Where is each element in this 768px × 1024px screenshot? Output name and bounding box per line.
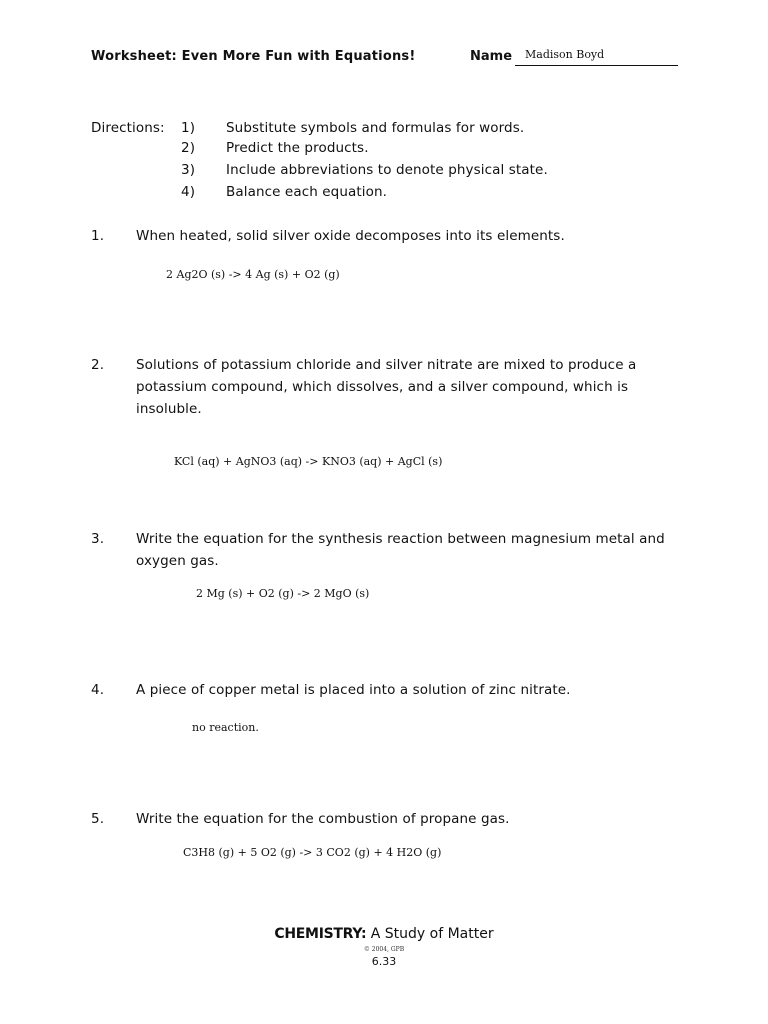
- question-text-1: When heated, solid silver oxide decomposes into its elements.: [136, 228, 565, 244]
- direction-text-2: Predict the products.: [226, 140, 369, 156]
- name-label: Name: [470, 49, 513, 64]
- question-text-4: A piece of copper metal is placed into a solution of zinc nitrate.: [136, 682, 571, 698]
- direction-num-1: 1): [181, 120, 196, 136]
- worksheet-title: Worksheet: Even More Fun with Equations!: [91, 49, 416, 64]
- question-number-1: 1.: [91, 228, 105, 244]
- page-number: 6.33: [371, 955, 397, 968]
- question-text-3: Write the equation for the synthesis reaction between magnesium metal and oxygen gas.: [136, 531, 665, 569]
- footer-copyright: © 2004, GPB: [363, 946, 405, 953]
- answer-1: 2 Ag2O (s) -> 4 Ag (s) + O2 (g): [166, 268, 340, 281]
- direction-num-2: 2): [181, 140, 196, 156]
- footer-brand: [0, 926, 768, 942]
- direction-text-4: Balance each equation.: [226, 184, 388, 200]
- question-text-5: Write the equation for the combustion of propane gas.: [136, 811, 510, 827]
- question-number-5: 5.: [91, 811, 105, 827]
- direction-num-4: 4): [181, 184, 196, 200]
- footer-brand-bold: CHEMISTRY:: [274, 926, 367, 942]
- direction-text-1: Substitute symbols and formulas for words.: [226, 120, 525, 136]
- direction-text-3: Include abbreviations to denote physical state.: [226, 162, 548, 178]
- answer-4: no reaction.: [192, 721, 259, 734]
- answer-5: C3H8 (g) + 5 O2 (g) -> 3 CO2 (g) + 4 H2O (g): [183, 846, 442, 859]
- question-number-4: 4.: [91, 682, 105, 698]
- question-number-3: 3.: [91, 531, 105, 547]
- answer-2: KCl (aq) + AgNO3 (aq) -> KNO3 (aq) + AgCl (s): [174, 455, 443, 468]
- direction-num-3: 3): [181, 162, 196, 178]
- answer-3: 2 Mg (s) + O2 (g) -> 2 MgO (s): [196, 587, 370, 600]
- question-number-2: 2.: [91, 357, 105, 373]
- directions-label: Directions:: [91, 120, 165, 136]
- footer-brand-rest: A Study of Matter: [366, 926, 494, 942]
- name-underline: [515, 65, 678, 66]
- question-text-2: Solutions of potassium chloride and silver nitrate are mixed to produce a potassium compound, which dissolves, and a silver compound, which is insoluble.: [136, 357, 637, 417]
- name-value: Madison Boyd: [525, 48, 605, 61]
